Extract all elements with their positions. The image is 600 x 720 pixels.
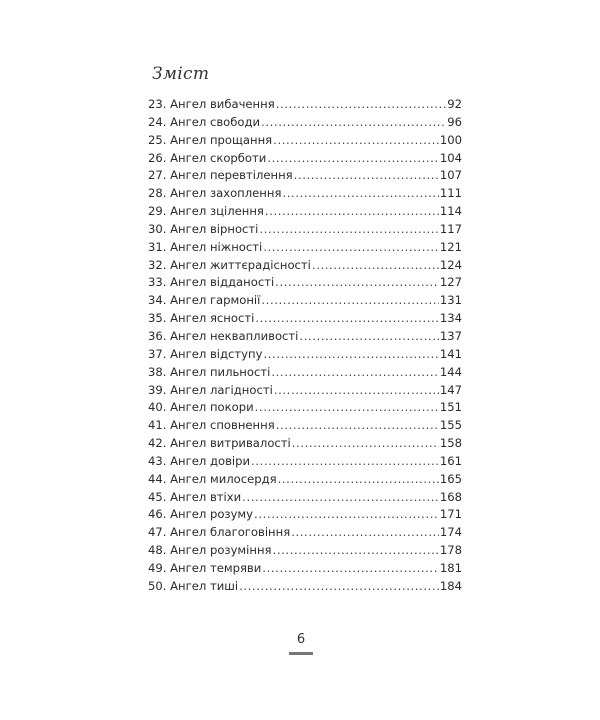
page-number: 6	[296, 632, 306, 647]
toc-entry-page: 165	[439, 471, 462, 486]
toc-entry-page: 171	[439, 507, 462, 522]
toc-entry-title: 35. Ангел ясності	[148, 311, 255, 326]
toc-entry	[148, 435, 462, 453]
toc-dot-leader	[254, 506, 439, 524]
toc-entry	[148, 524, 462, 542]
toc-entry	[148, 167, 462, 185]
toc-entry	[148, 114, 462, 132]
toc-entry-title: 33. Ангел відданості	[148, 275, 275, 290]
toc-dot-leader	[255, 310, 439, 328]
toc-entry-title: 45. Ангел втіхи	[148, 489, 242, 504]
toc-entry-page: 137	[439, 328, 462, 343]
toc-dot-leader	[262, 560, 439, 578]
toc-entry	[148, 96, 462, 114]
toc-entry-title: 39. Ангел лагідності	[148, 382, 273, 397]
toc-entry-title: 32. Ангел життєрадісності	[148, 257, 311, 272]
toc-entry-page: 104	[439, 150, 462, 165]
toc-dot-leader	[261, 292, 438, 310]
toc-entry-title: 27. Ангел перевтілення	[148, 168, 293, 183]
toc-entry-page: 131	[439, 293, 462, 308]
toc-entry-title: 36. Ангел неквапливості	[148, 328, 299, 343]
toc-entry-page: 127	[439, 275, 462, 290]
toc-entry	[148, 471, 462, 489]
toc-entry	[148, 328, 462, 346]
toc-dot-leader	[259, 221, 438, 239]
toc-entry-title: 30. Ангел вірності	[148, 221, 259, 236]
toc-dot-leader	[263, 239, 439, 257]
toc-entry	[148, 453, 462, 471]
toc-entry-page: 158	[439, 436, 462, 451]
toc-dot-leader	[276, 417, 439, 435]
toc-entry-page: 178	[439, 543, 462, 558]
toc-dot-leader	[292, 435, 439, 453]
toc-entry-page: 107	[439, 168, 462, 183]
toc-dot-leader	[261, 114, 446, 132]
toc-entry-page: 174	[439, 525, 462, 540]
toc-entry	[148, 274, 462, 292]
toc-dot-leader	[239, 578, 439, 596]
toc-entry-title: 42. Ангел витривалості	[148, 436, 291, 451]
toc-entry	[148, 399, 462, 417]
toc-entry-page: 92	[447, 97, 462, 111]
toc-entry	[148, 185, 462, 203]
toc-entry-title: 50. Ангел тиші	[148, 578, 239, 593]
toc-entry-page: 134	[439, 311, 462, 326]
toc-entry-title: 24. Ангел свободи	[148, 114, 261, 129]
toc-entry-title: 44. Ангел милосердя	[148, 471, 277, 486]
toc-entry-page: 184	[439, 578, 462, 593]
toc-entry	[148, 150, 462, 168]
toc-entry-page: 144	[439, 364, 462, 379]
toc-entry-page: 100	[439, 132, 462, 147]
toc-dot-leader	[275, 274, 439, 292]
toc-entry	[148, 132, 462, 150]
toc-dot-leader	[276, 96, 447, 114]
toc-entry	[148, 310, 462, 328]
toc-entry-page: 111	[439, 186, 462, 201]
toc-entry-page: 168	[439, 489, 462, 504]
toc-dot-leader	[312, 257, 439, 275]
toc-entry-title: 26. Ангел скорботи	[148, 150, 267, 165]
toc-entry-title: 25. Ангел прощання	[148, 132, 273, 147]
toc-entry	[148, 542, 462, 560]
toc-entry-title: 43. Ангел довіри	[148, 453, 251, 468]
toc-entry	[148, 382, 462, 400]
toc-entry-page: 124	[439, 257, 462, 272]
toc-entry-title: 31. Ангел ніжності	[148, 239, 263, 254]
toc-dot-leader	[282, 185, 438, 203]
toc-entry-title: 23. Ангел вибачення	[148, 97, 275, 111]
toc-dot-leader	[273, 542, 439, 560]
toc-entry-page: 151	[439, 400, 462, 415]
toc-entry-page: 117	[439, 221, 462, 236]
toc-dot-leader	[271, 364, 439, 382]
toc-entry-title: 46. Ангел розуму	[148, 507, 254, 522]
toc-entry	[148, 239, 462, 257]
toc-dot-leader	[251, 453, 439, 471]
toc-entry-title: 41. Ангел сповнення	[148, 418, 275, 433]
page-number-underline	[289, 652, 313, 655]
toc-entry	[148, 346, 462, 364]
toc-entry	[148, 257, 462, 275]
toc-entry-page: 96	[447, 114, 462, 129]
toc-entry	[148, 221, 462, 239]
toc-entry-title: 47. Ангел благоговіння	[148, 525, 291, 540]
toc-dot-leader	[263, 346, 438, 364]
toc-entry	[148, 292, 462, 310]
toc-dot-leader	[299, 328, 438, 346]
toc-dot-leader	[255, 399, 439, 417]
toc-entry	[148, 364, 462, 382]
toc-entry	[148, 203, 462, 221]
table-of-contents	[148, 96, 462, 596]
toc-dot-leader	[291, 524, 439, 542]
toc-entry-page: 155	[439, 418, 462, 433]
toc-entry-title: 40. Ангел покори	[148, 400, 254, 415]
toc-dot-leader	[294, 167, 439, 185]
toc-entry-page: 147	[439, 382, 462, 397]
toc-entry-title: 37. Ангел відступу	[148, 346, 263, 361]
toc-dot-leader	[278, 471, 439, 489]
toc-entry	[148, 578, 462, 596]
toc-entry-page: 114	[439, 204, 462, 219]
toc-dot-leader	[265, 203, 439, 221]
toc-dot-leader	[242, 489, 439, 507]
toc-dot-leader	[273, 132, 439, 150]
toc-entry-title: 48. Ангел розуміння	[148, 543, 272, 558]
toc-entry-title: 38. Ангел пильності	[148, 364, 271, 379]
toc-entry-page: 181	[439, 560, 462, 575]
toc-entry-page: 121	[439, 239, 462, 254]
toc-entry-title: 34. Ангел гармонії	[148, 293, 261, 308]
toc-entry	[148, 489, 462, 507]
toc-entry-page: 161	[439, 453, 462, 468]
toc-entry-title: 28. Ангел захоплення	[148, 186, 282, 201]
toc-dot-leader	[274, 382, 439, 400]
toc-entry-title: 29. Ангел зцілення	[148, 204, 264, 219]
toc-entry-page: 141	[439, 346, 462, 361]
toc-entry-title: 49. Ангел темряви	[148, 560, 262, 575]
toc-entry	[148, 506, 462, 524]
toc-entry	[148, 560, 462, 578]
toc-heading: Зміст	[152, 64, 210, 84]
toc-entry	[148, 417, 462, 435]
toc-dot-leader	[267, 150, 439, 168]
